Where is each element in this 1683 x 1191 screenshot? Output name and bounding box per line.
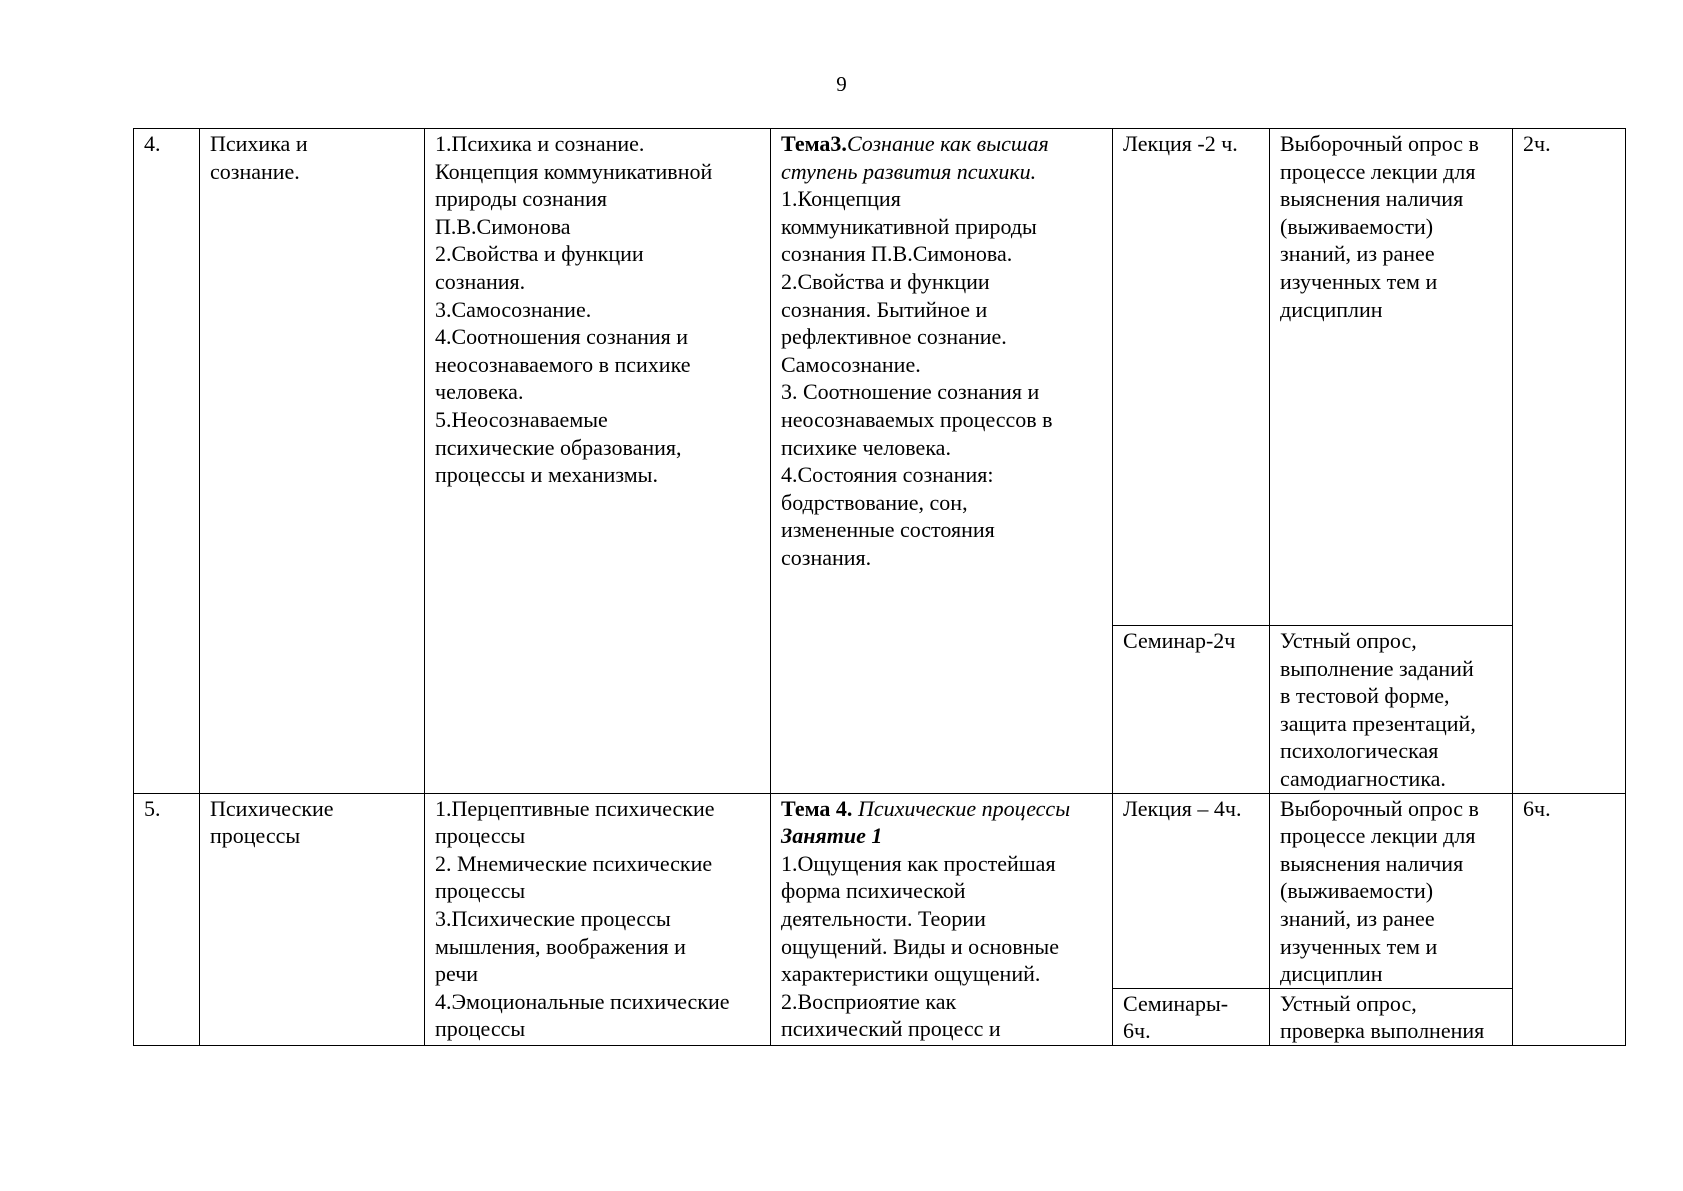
section-title: Психические процессы [200, 793, 425, 1045]
table-row [134, 793, 1626, 988]
seminar-control: Устный опрос, выполнение заданий в тестовой форме, защита презентаций, психологическая самодиагностика. [1270, 626, 1513, 794]
row-number: 4. [134, 129, 200, 794]
lecture-control: Выборочный опрос в процессе лекции для выяснения наличия (выживаемости) знаний, из ранее изученных тем и дисциплин [1270, 129, 1513, 626]
theme-label: Тема3. [781, 131, 847, 156]
theme-body: 1.Концепция коммуникативной природы сознания П.В.Симонова. 2.Свойства и функции сознания. Бытийное и рефлективное сознание. Самосознание. 3. Соотношение сознания и неосознаваемых процессов в психике человека. 4.Состояния сознания: бодрствование, сон, измененные состояния сознания. [781, 186, 1053, 570]
hours: 6ч. [1513, 793, 1626, 1045]
hours: 2ч. [1513, 129, 1626, 794]
table-row [134, 129, 1626, 626]
theme-label: Тема 4. [781, 795, 853, 821]
theme-body: 1.Ощущения как простейшая форма психической деятельности. Теории ощущений. Виды и основные характеристики ощущений. 2.Восприоятие как психический процесс и [781, 850, 1059, 1042]
theme-title: Психические процессы [852, 795, 1071, 821]
section-topics: 1.Перцептивные психические процессы 2. Мнемические психические процессы 3.Психические процессы мышления, воображения и речи 4.Эмоциональные психические процессы [425, 793, 771, 1045]
theme-subtitle: Занятие 1 [781, 823, 883, 849]
lecture-form: Лекция – 4ч. [1113, 793, 1270, 988]
row-number: 5. [134, 793, 200, 1045]
seminar-form: Семинар-2ч [1113, 626, 1270, 794]
theme-cell [771, 793, 1113, 1045]
lecture-form: Лекция -2 ч. [1113, 129, 1270, 626]
seminar-control: Устный опрос, проверка выполнения [1270, 988, 1513, 1045]
page-number: 9 [836, 72, 847, 96]
lecture-control: Выборочный опрос в процессе лекции для выяснения наличия (выживаемости) знаний, из ранее изученных тем и дисциплин [1270, 793, 1513, 988]
seminar-form: Семинары- 6ч. [1113, 988, 1270, 1045]
section-title: Психика и сознание. [200, 129, 425, 794]
theme-cell [771, 129, 1113, 794]
section-topics: 1.Психика и сознание. Концепция коммуникативной природы сознания П.В.Симонова 2.Свойства и функции сознания. 3.Самосознание. 4.Соотношения сознания и неосознаваемого в психике человека. 5.Неосознаваемые психические образования, процессы и механизмы. [425, 129, 771, 794]
syllabus-table [133, 128, 1626, 1046]
theme-title: Сознание как высшая ступень развития психики. [781, 131, 1049, 184]
